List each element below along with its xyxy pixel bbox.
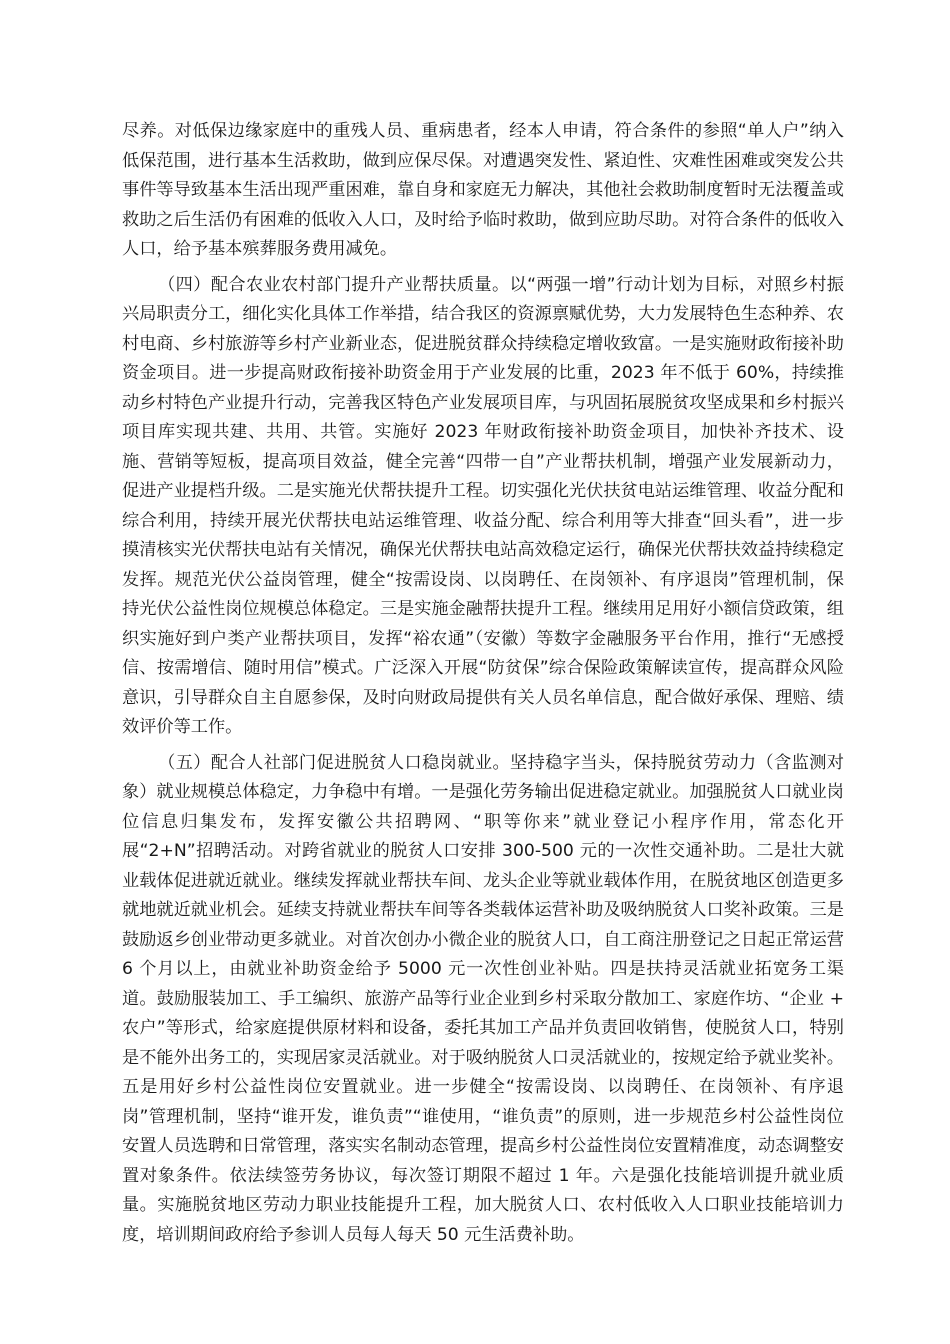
paragraph-continuation: 尽养。对低保边缘家庭中的重残人员、重病患者，经本人申请，符合条件的参照“单人户”纳入低保范围，进行基本生活救助，做到应保尽保。对遭遇突发性、紧迫性、灾难性困难或突发公共事件等导致基本生活出现严重困难，靠自身和家庭无力解决，其他社会救助制度暂时无法覆盖或救助之后生活仍有困难的低收入人口，及时给予临时救助，做到应助尽助。对符合条件的低收入人口，给予基本殡葬服务费用减免。 (122, 121, 844, 259)
paragraph-section-4-industry-support: （四）配合农业农村部门提升产业帮扶质量。以“两强一增”行动计划为目标，对照乡村振兴局职责分工，细化实化具体工作举措，结合我区的资源禀赋优势，大力发展特色生态种养、农村电商、乡村旅游等乡村产业新业态，促进脱贫群众持续稳定增收致富。一是实施财政衔接补助资金项目。进一步提高财政衔接补助资金用于产业发展的比重，2023 年不低于 60%，持续推动乡村特色产业提升行动，完善我区特色产业发展项目库，与巩固拓展脱贫攻坚成果和乡村振兴项目库实现共建、共用、共管。实施好 2023 年财政衔接补助资金项目，加快补齐技术、设施、营销等短板，提高项目效益，健全完善“四带一自”产业帮扶机制，增强产业发展新动力，促进产业提档升级。二是实施光伏帮扶提升工程。切实强化光伏扶贫电站运维管理、收益分配和综合利用，持续开展光伏帮扶电站运维管理、收益分配、综合利用等大排查“回头看”，进一步摸清核实光伏帮扶电站有关情况，确保光伏帮扶电站高效稳定运行，确保光伏帮扶效益持续稳定发挥。规范光伏公益岗管理，健全“按需设岗、以岗聘任、在岗领补、有序退岗”管理机制，保持光伏公益性岗位规模总体稳定。三是实施金融帮扶提升工程。继续用足用好小额信贷政策，组织实施好到户类产业帮扶项目，发挥“裕农通”（安徽）等数字金融服务平台作用，推行“无感授信、按需增信、随时用信”模式。广泛深入开展“防贫保”综合保险政策解读宣传，提高群众风险意识，引导群众自主自愿参保，及时向财政局提供有关人员名单信息，配合做好承保、理赔、绩效评价等工作。 (122, 274, 844, 737)
document-body (122, 117, 844, 1250)
paragraph-section-5-employment: （五）配合人社部门促进脱贫人口稳岗就业。坚持稳字当头，保持脱贫劳动力（含监测对象）就业规模总体稳定，力争稳中有增。一是强化劳务输出促进稳定就业。加强脱贫人口就业岗位信息归集发布，发挥安徽公共招聘网、“职等你来”就业登记小程序作用，常态化开展“2+N”招聘活动。对跨省就业的脱贫人口安排 300-500 元的一次性交通补助。二是壮大就业载体促进就近就业。继续发挥就业帮扶车间、龙头企业等就业载体作用，在脱贫地区创造更多就地就近就业机会。延续支持就业帮扶车间等各类载体运营补助及吸纳脱贫人口奖补政策。三是鼓励返乡创业带动更多就业。对首次创办小微企业的脱贫人口，自工商注册登记之日起正常运营 6 个月以上，由就业补助资金给予 5000 元一次性创业补贴。四是扶持灵活就业拓宽务工渠道。鼓励服装加工、手工编织、旅游产品等行业企业到乡村采取分散加工、家庭作坊、“企业 + 农户”等形式，给家庭提供原材料和设备，委托其加工产品并负责回收销售，使脱贫人口，特别是不能外出务工的，实现居家灵活就业。对于吸纳脱贫人口灵活就业的，按规定给予就业奖补。五是用好乡村公益性岗位安置就业。进一步健全“按需设岗、以岗聘任、在岗领补、有序退岗”管理机制，坚持“谁开发，谁负责”“谁使用，“谁负责”的原则，进一步规范乡村公益性岗位安置人员选聘和日常管理，落实实名制动态管理，提高乡村公益性岗位安置精准度，动态调整安置对象条件。依法续签劳务协议，每次签订期限不超过 1 年。六是强化技能培训提升就业质量。实施脱贫地区劳动力职业技能提升工程，加大脱贫人口、农村低收入人口职业技能培训力度，培训期间政府给予参训人员每人每天 50 元生活费补助。 (122, 752, 844, 1245)
